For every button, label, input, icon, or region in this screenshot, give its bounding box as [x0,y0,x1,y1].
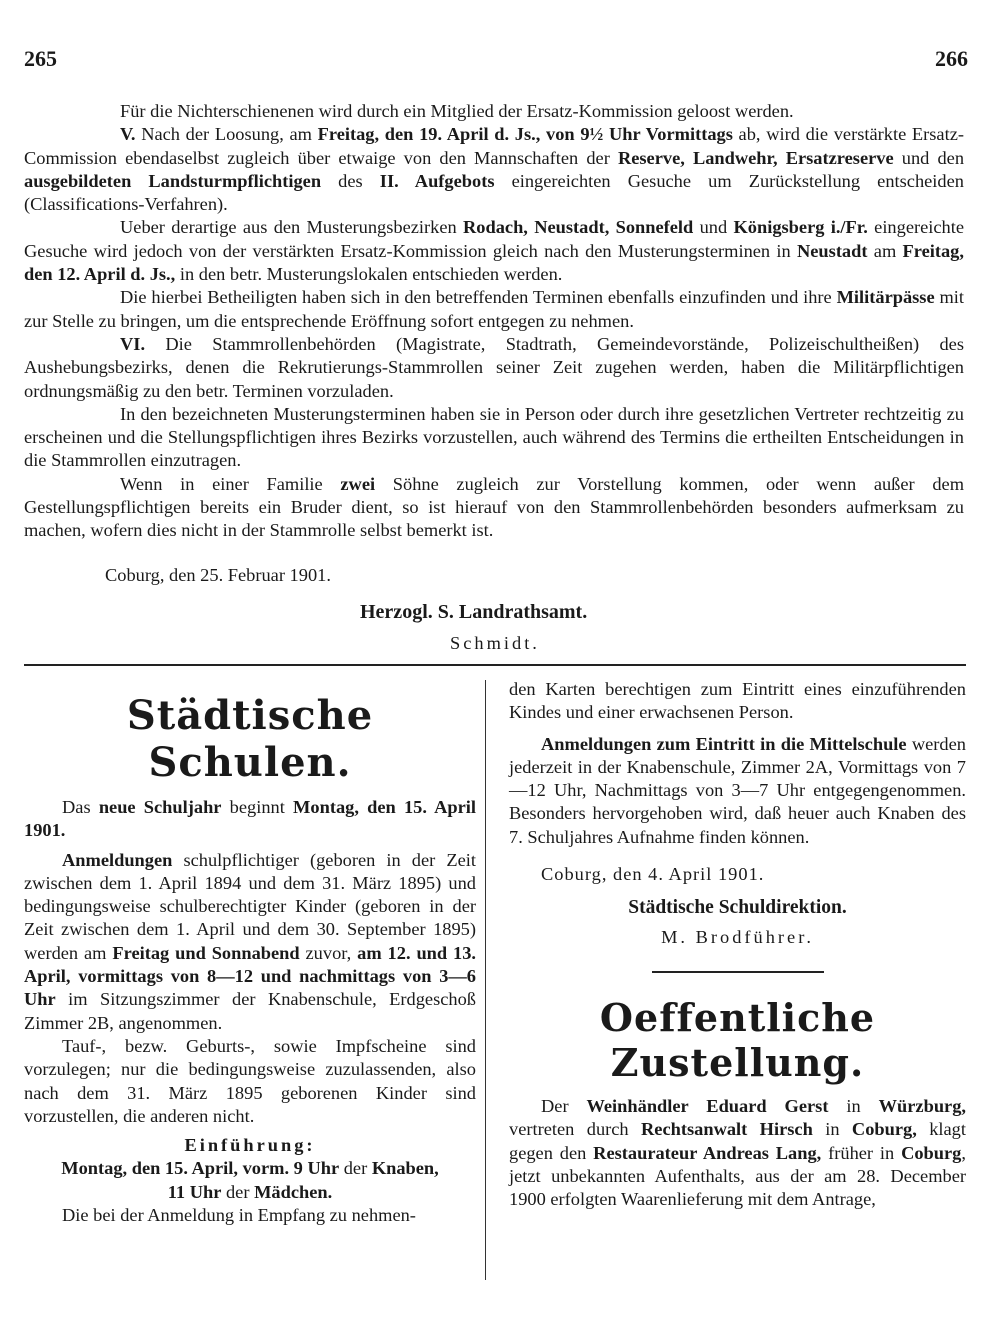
text-run: in den betr. Musterungslokalen entschieden werden. [175,264,563,285]
cards-paragraph-end: den Karten berechtigen zum Eintritt eines einzuführenden Kindes und einer erwachsenen Person. [509,679,966,723]
bold-term: Knaben, [371,1158,439,1179]
bold-term: ausgebildeten Landsturmpflichtigen [24,170,322,191]
bold-term: Coburg [901,1142,962,1163]
text-run: eingereichten Gesuche um Zurückstellung entscheiden (Classifications-Verfahren). [24,170,964,215]
notice-paragraph-1: Für die Nichterschienenen wird durch ein Mitglied der Ersatz-Kommission geloost werden. [120,101,794,121]
bold-term: II. Aufgebots [379,170,495,191]
short-divider [652,971,824,973]
bold-term: Rodach, Neustadt, Sonnefeld [463,217,694,238]
bold-term: Neustadt [796,240,868,261]
text-run: Das [62,797,99,817]
documents-paragraph: Tauf-, bezw. Geburts-, sowie Impfscheine sind vorzulegen; nur die bedingungsweise zuzulassenden, also nach dem 31. März 1895 geborenen Kinder sind vorzustellen, die anderen nicht. [24,1035,476,1126]
text-run: Nach der Loosung, am [135,124,318,145]
bold-term: Coburg, [851,1119,917,1140]
notice-paragraph-2 [24,123,964,216]
school-place-date: Coburg, den 4. April 1901. [541,864,765,885]
text-run: der [221,1181,255,1202]
section-numeral-v: V. [120,124,136,145]
introduction-line-2 [24,1181,476,1204]
bold-term: Weinhändler Eduard Gerst [586,1095,829,1116]
text-run: , jetzt unbekannten Aufenthalts, aus der am 28. December 1900 erfolgten Waarenlieferung mit dem Antrage, [509,1142,966,1210]
bold-term: Anmeldungen zum Eintritt in die Mittelschule [541,733,907,754]
text-run: der [339,1158,372,1179]
introduction-heading: Einführung: [184,1135,316,1156]
text-run: im Sitzungszimmer der Knabenschule, Erdgeschoß Zimmer 2B, angenommen. [24,989,476,1033]
column-divider [485,680,486,1280]
bold-term: Reserve, Landwehr, Ersatzreserve [617,147,894,168]
text-run: Die Stammrollenbehörden (Magistrate, Stadtrath, Gemeindevorstände, Polizeischultheißen) des Aushebungsbezirks, denen die Rekrutierungs-Stammrollen seiner Zeit zugehen werden, haben die Militärpflichtigen ordnungsmäßig zu den betr. Terminen vorzuladen. [24,333,964,401]
school-year-paragraph [24,796,476,843]
public-notice-heading: Oeffentliche Zustellung. [599,994,876,1085]
notice-paragraph-6: In den bezeichneten Musterungsterminen haben sie in Person oder durch ihre gesetzlichen Vertreter rechtzeitig zu erscheinen und die Stellungspflichtigen ihres Bezirks vorzustellen, auch während des Termins die ertheilten Entscheidungen in die Stammrollen einzutragen. [24,403,964,471]
public-notice-paragraph [509,1095,966,1211]
notice-paragraph-5 [24,333,964,403]
date-highlight: Freitag, den 19. April d. Js., von 9½ Uhr Vormittags [317,124,733,145]
bold-term: Mädchen. [254,1181,333,1202]
schools-heading: Städtische Schulen. [126,692,374,786]
bold-term: 11 Uhr [167,1181,222,1202]
text-run: Ueber derartige aus den Musterungsbezirken [120,217,464,238]
text-run: in [812,1119,852,1140]
bold-term: Militärpässe [836,287,935,308]
page-number-left: 265 [24,46,57,71]
place-date: Coburg, den 25. Februar 1901. [105,565,331,585]
section-numeral-vi: VI. [120,333,146,354]
text-run: Söhne zugleich zur Vorstellung kommen, oder wenn außer dem Gestellungspflichtigen bereits ein Bruder dient, so ist hierauf von den Stammrollenbehörden besonders aufmerksam zu machen, wofern dies nicht in der Stammrolle selbst bemerkt ist. [24,473,964,541]
text-run: vertreten durch [509,1119,642,1140]
bold-term: Königsberg i./Fr. [733,217,868,238]
section-divider [24,664,966,666]
bold-term: neue Schuljahr [98,797,222,817]
date-highlight: Montag, den 15. April 1901. [24,797,477,841]
text-run: eingereichte Gesuche wird jedoch von der verstärkten Ersatz-Kommission gleich nach den Musterungsterminen in [24,217,965,261]
bold-term: Würzburg, [878,1095,966,1116]
text-run: klagt gegen den [509,1119,966,1163]
text-run: Wenn in einer Familie [120,473,341,494]
middle-school-paragraph [509,733,966,849]
school-signer: M. Brodführer. [661,926,814,947]
text-run: schulpflichtiger (geboren in der Zeit zwischen dem 1. April 1894 und dem 31. März 1895) und bedingungsweise schulberechtigter Kinder (geboren in der Zeit zwischen dem 1. April und dem 30. September 1895) werden am [24,849,476,963]
cards-paragraph-start: Die bei der Anmeldung in Empfang zu nehmen- [62,1205,416,1226]
text-run: Der [541,1095,587,1116]
text-run: beginnt [221,797,294,817]
military-notice [24,100,964,543]
bold-term: Freitag und Sonnabend [112,942,300,963]
signer-name: Schmidt. [450,633,540,653]
bold-term: Montag, den 15. April, vorm. 9 Uhr [61,1158,340,1179]
text-run: des [321,170,380,191]
notice-paragraph-4 [24,286,964,333]
text-run: und den [893,147,965,168]
bold-term: zwei [340,473,376,494]
text-run: werden jederzeit in der Knabenschule, Zimmer 2A, Vormittags von 7—12 Uhr, Nachmittags von 3—7 Uhr entgegengenommen. Besonders hervorgehoben wird, daß heuer auch Knaben des 7. Schuljahres Aufnahme finden können. [509,733,966,847]
date-highlight: Freitag, den 12. April d. Js., [24,240,964,285]
notice-paragraph-7 [24,473,964,543]
registration-paragraph [24,849,476,1035]
text-run: und [693,217,734,238]
left-column [24,678,476,1227]
bold-term: Rechtsanwalt Hirsch [641,1119,813,1140]
text-run: Die hierbei Betheiligten haben sich in den betreffenden Terminen ebenfalls einzufinden und ihre [120,287,837,308]
bold-term: Restaurateur Andreas Lang, [593,1142,822,1163]
bold-term: Anmeldungen [62,849,173,870]
date-highlight: am 12. und 13. April, vormittags von 8—12 und nachmittags von 3—6 Uhr [24,942,477,1010]
issuing-authority: Herzogl. S. Landrathsamt. [360,601,588,623]
introduction-line-1 [24,1157,476,1180]
notice-paragraph-3 [24,216,964,286]
text-run: ab, wird die verstärkte Ersatz-Commission ebendaselbst zugleich über etwaige von den Mannschaften der [24,124,964,168]
text-run: zuvor, [299,942,358,963]
page-number-right: 266 [935,46,968,71]
text-run: früher in [821,1142,902,1163]
text-run: in [828,1095,879,1116]
text-run: am [867,240,903,261]
right-column [509,678,966,1211]
text-run: mit zur Stelle zu bringen, um die entsprechende Eröffnung sofort entgegen zu nehmen. [24,287,964,331]
school-authority: Städtische Schuldirektion. [628,897,847,919]
